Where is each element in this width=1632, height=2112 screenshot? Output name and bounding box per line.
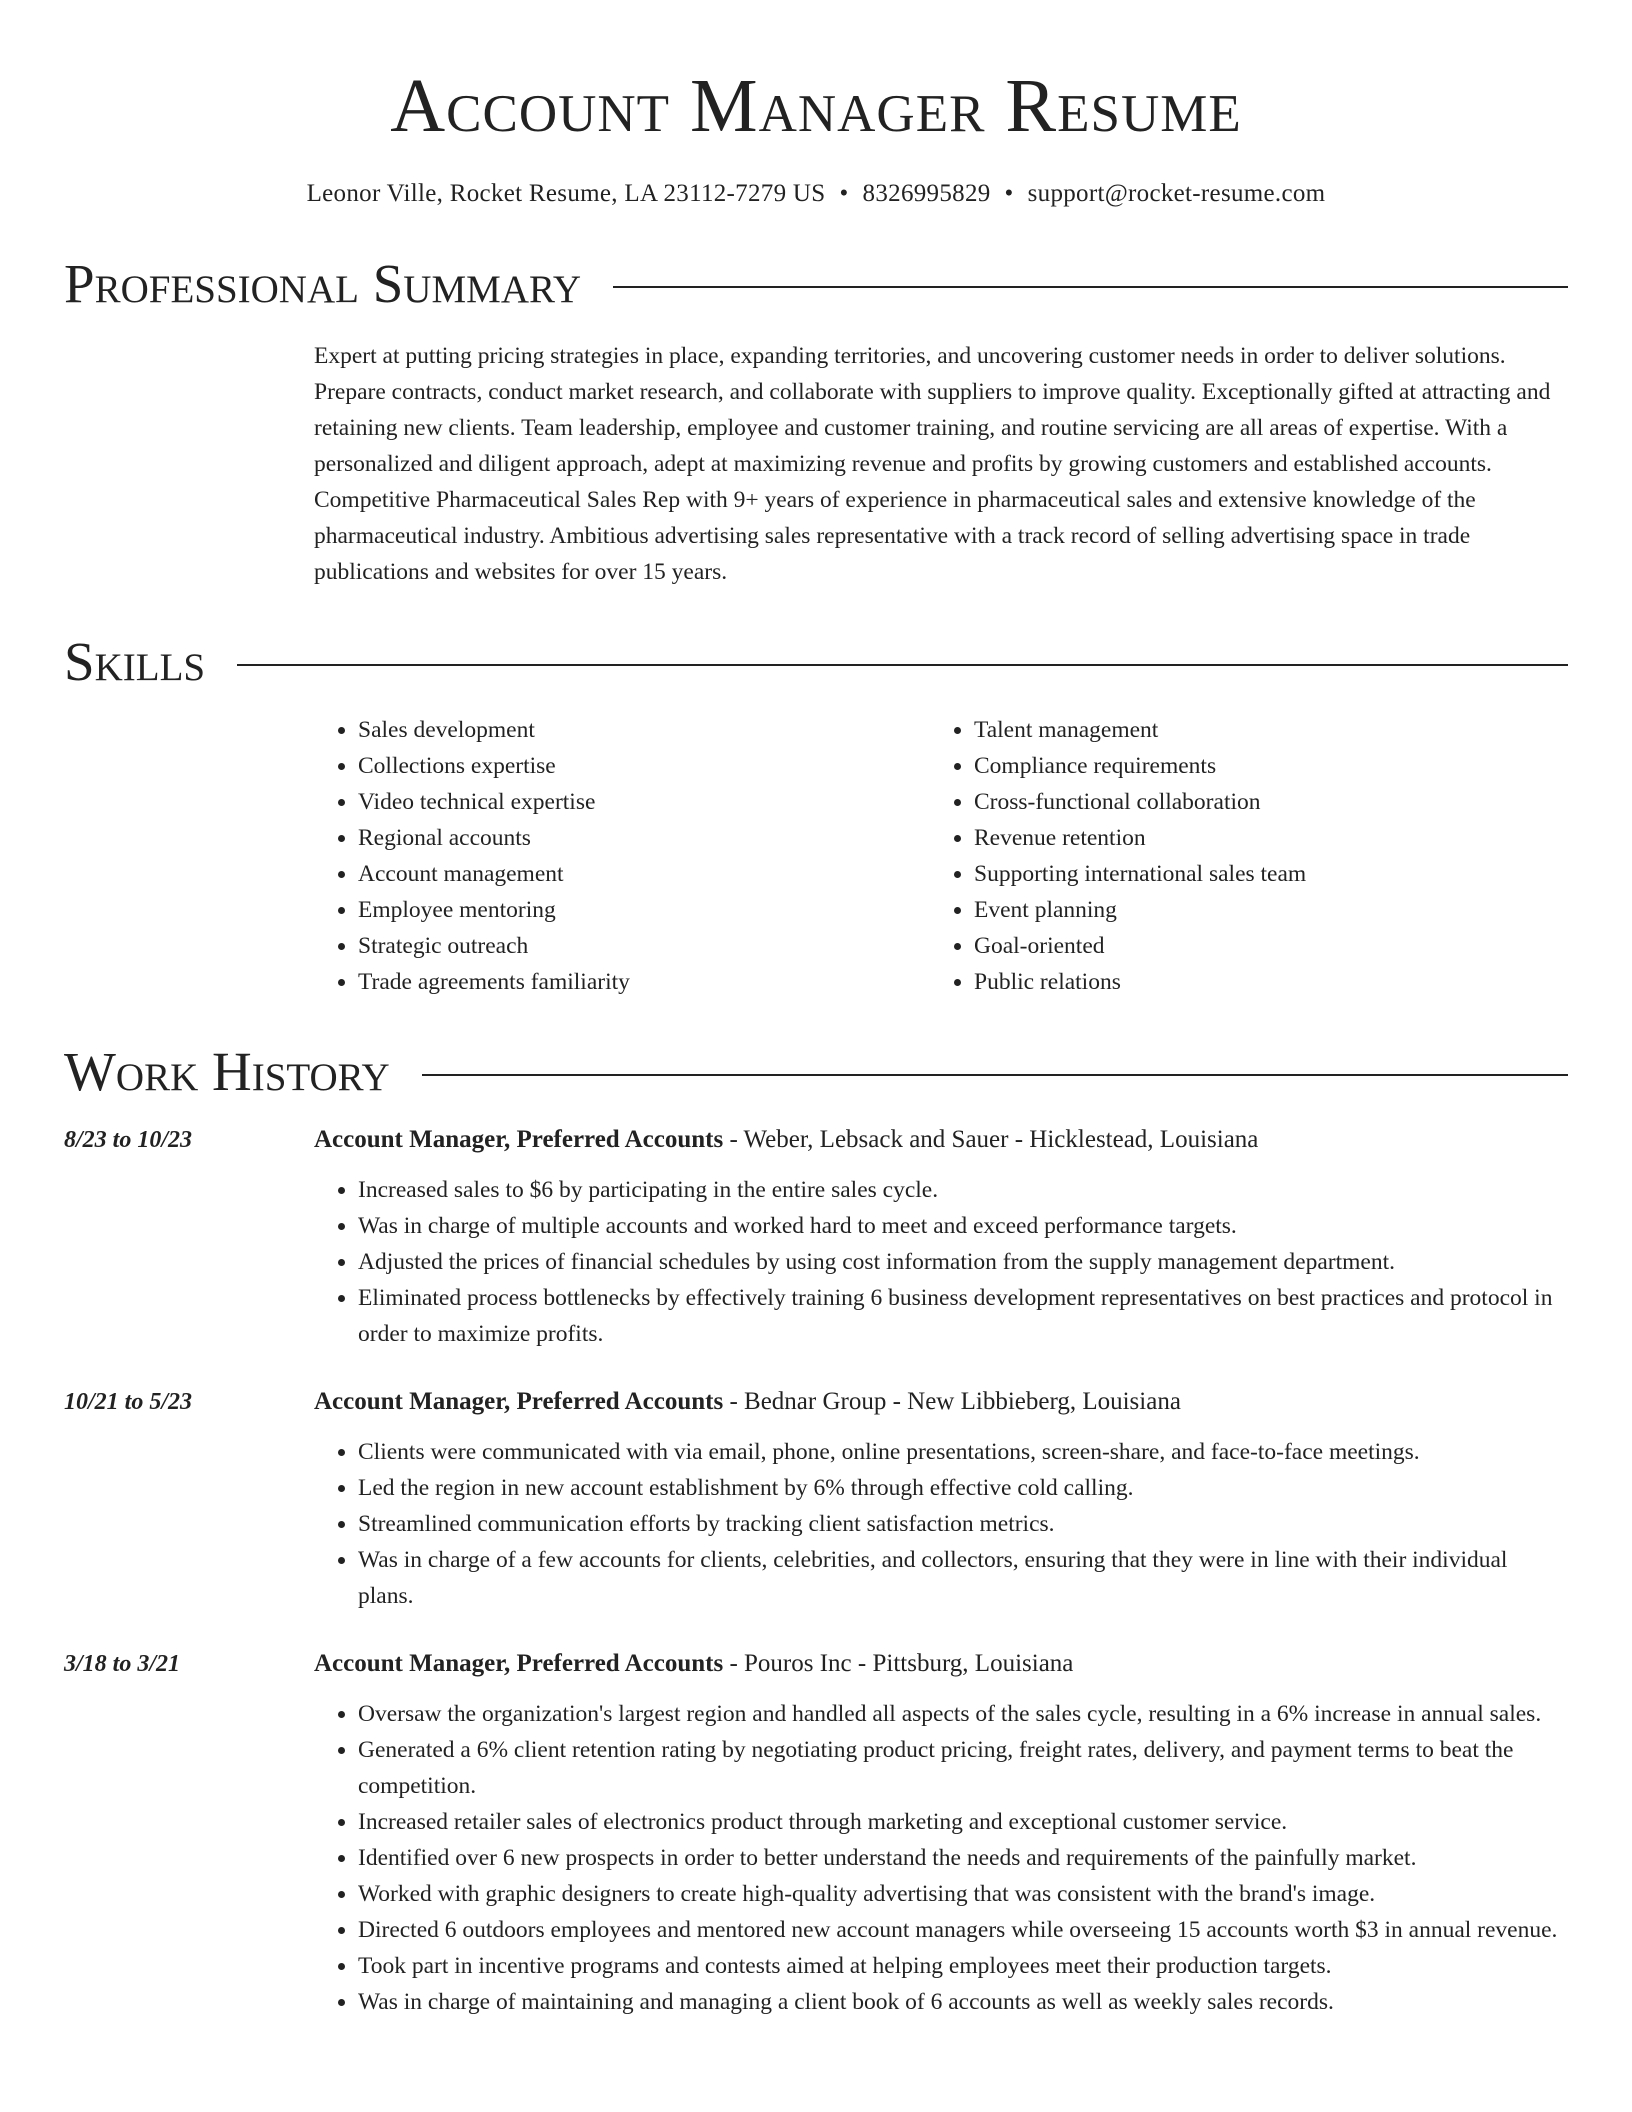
- job-role: Account Manager, Preferred Accounts: [314, 1650, 724, 1677]
- separator-dot: •: [839, 180, 849, 207]
- skill-item: • Video technical expertise: [358, 784, 930, 820]
- skill-item: • Trade agreements familiarity: [358, 964, 930, 1000]
- job-bullet: • Was in charge of multiple accounts and worked hard to meet and exceed performance targets.: [358, 1208, 1568, 1244]
- skill-item: • Talent management: [974, 712, 1546, 748]
- skill-item: • Regional accounts: [358, 820, 930, 856]
- job-bullet: • Clients were communicated with via email, phone, online presentations, screen-share, and face-to-face meetings.: [358, 1434, 1568, 1470]
- job-entry: [64, 1646, 1568, 2020]
- job-bullets: [314, 1696, 1568, 2020]
- work-history-list: [64, 1122, 1568, 2020]
- job-bullet: • Increased retailer sales of electronics product through marketing and exceptional customer service.: [358, 1804, 1568, 1840]
- separator-dot: •: [1004, 180, 1014, 207]
- skills-heading: Skills: [64, 631, 206, 692]
- job-title-line: [314, 1122, 1568, 1158]
- skills-column-left: [314, 712, 930, 1000]
- job-bullet: • Was in charge of a few accounts for clients, celebrities, and collectors, ensuring that they were in line with their individual plans.: [358, 1542, 1568, 1614]
- job-entry: [64, 1384, 1568, 1614]
- work-section-header: [64, 1040, 1568, 1104]
- job-bullet: • Was in charge of maintaining and managing a client book of 6 accounts as well as weekly sales records.: [358, 1984, 1568, 2020]
- job-employer: - Bednar Group - New Libbieberg, Louisiana: [723, 1388, 1181, 1415]
- job-body: [314, 1122, 1568, 1352]
- summary-heading: Professional Summary: [64, 253, 582, 314]
- skill-item: • Public relations: [974, 964, 1546, 1000]
- job-bullet: • Identified over 6 new prospects in order to better understand the needs and requirements of the painfully market.: [358, 1840, 1568, 1876]
- job-title-line: [314, 1646, 1568, 1682]
- job-employer: - Pouros Inc - Pittsburg, Louisiana: [723, 1650, 1074, 1677]
- job-entry: [64, 1122, 1568, 1352]
- skill-item: • Supporting international sales team: [974, 856, 1546, 892]
- contact-email: support@rocket-resume.com: [1027, 180, 1326, 207]
- skill-item: • Revenue retention: [974, 820, 1546, 856]
- skill-item: • Event planning: [974, 892, 1546, 928]
- job-bullet: • Oversaw the organization's largest region and handled all aspects of the sales cycle, resulting in a 6% increase in annual sales.: [358, 1696, 1568, 1732]
- section-divider: [237, 664, 1568, 666]
- job-bullet: • Generated a 6% client retention rating by negotiating product pricing, freight rates, delivery, and payment terms to beat the competition.: [358, 1732, 1568, 1804]
- contact-address: Leonor Ville, Rocket Resume, LA 23112-7279 US: [306, 180, 826, 207]
- contact-line: [64, 176, 1568, 212]
- job-role: Account Manager, Preferred Accounts: [314, 1388, 724, 1415]
- job-role: Account Manager, Preferred Accounts: [314, 1126, 724, 1153]
- skill-item: • Collections expertise: [358, 748, 930, 784]
- skills-section-header: [64, 630, 1568, 694]
- job-bullet: • Adjusted the prices of financial schedules by using cost information from the supply management department.: [358, 1244, 1568, 1280]
- skill-item: • Goal-oriented: [974, 928, 1546, 964]
- skills-list: [314, 712, 1568, 1000]
- job-bullet: • Increased sales to $6 by participating in the entire sales cycle.: [358, 1172, 1568, 1208]
- skill-item: • Sales development: [358, 712, 930, 748]
- job-dates: 10/21 to 5/23: [64, 1389, 193, 1415]
- job-bullet: • Streamlined communication efforts by tracking client satisfaction metrics.: [358, 1506, 1568, 1542]
- summary-section-header: [64, 252, 1568, 316]
- skill-item: • Account management: [358, 856, 930, 892]
- job-bullets: [314, 1172, 1568, 1352]
- job-bullet: • Led the region in new account establishment by 6% through effective cold calling.: [358, 1470, 1568, 1506]
- job-employer: - Weber, Lebsack and Sauer - Hicklestead, Louisiana: [723, 1126, 1259, 1153]
- skill-item: • Strategic outreach: [358, 928, 930, 964]
- skills-column-right: [930, 712, 1546, 1000]
- job-dates: 3/18 to 3/21: [64, 1651, 181, 1677]
- job-bullet: • Worked with graphic designers to create high-quality advertising that was consistent with the brand's image.: [358, 1876, 1568, 1912]
- contact-phone: 8326995829: [862, 180, 991, 207]
- skill-item: • Employee mentoring: [358, 892, 930, 928]
- summary-text: Expert at putting pricing strategies in place, expanding territories, and uncovering customer needs in order to deliver solutions. Prepare contracts, conduct market research, and collaborate with suppliers to improve quality. Exceptionally gifted at attracting and retaining new clients. Team leadership, employee and customer training, and routine servicing are all areas of expertise. With a personalized and diligent approach, adept at maximizing revenue and profits by growing customers and established accounts. Competitive Pharmaceutical Sales Rep with 9+ years of experience in pharmaceutical sales and extensive knowledge of the pharmaceutical industry. Ambitious advertising sales representative with a track record of selling advertising space in trade publications and websites for over 15 years.: [314, 343, 1551, 585]
- skill-item: • Cross-functional collaboration: [974, 784, 1546, 820]
- job-bullet: • Directed 6 outdoors employees and mentored new account managers while overseeing 15 accounts worth $3 in annual revenue.: [358, 1912, 1568, 1948]
- job-body: [314, 1384, 1568, 1614]
- section-divider: [613, 286, 1568, 288]
- job-title-line: [314, 1384, 1568, 1420]
- job-dates: 8/23 to 10/23: [64, 1127, 193, 1153]
- job-bullets: [314, 1434, 1568, 1614]
- work-heading: Work History: [64, 1041, 390, 1102]
- skill-item: • Compliance requirements: [974, 748, 1546, 784]
- resume-title: Account Manager Resume: [390, 64, 1242, 148]
- job-body: [314, 1646, 1568, 2020]
- job-bullet: • Eliminated process bottlenecks by effectively training 6 business development representatives on best practices and protocol in order to maximize profits.: [358, 1280, 1568, 1352]
- job-bullet: • Took part in incentive programs and contests aimed at helping employees meet their production targets.: [358, 1948, 1568, 1984]
- section-divider: [422, 1074, 1568, 1076]
